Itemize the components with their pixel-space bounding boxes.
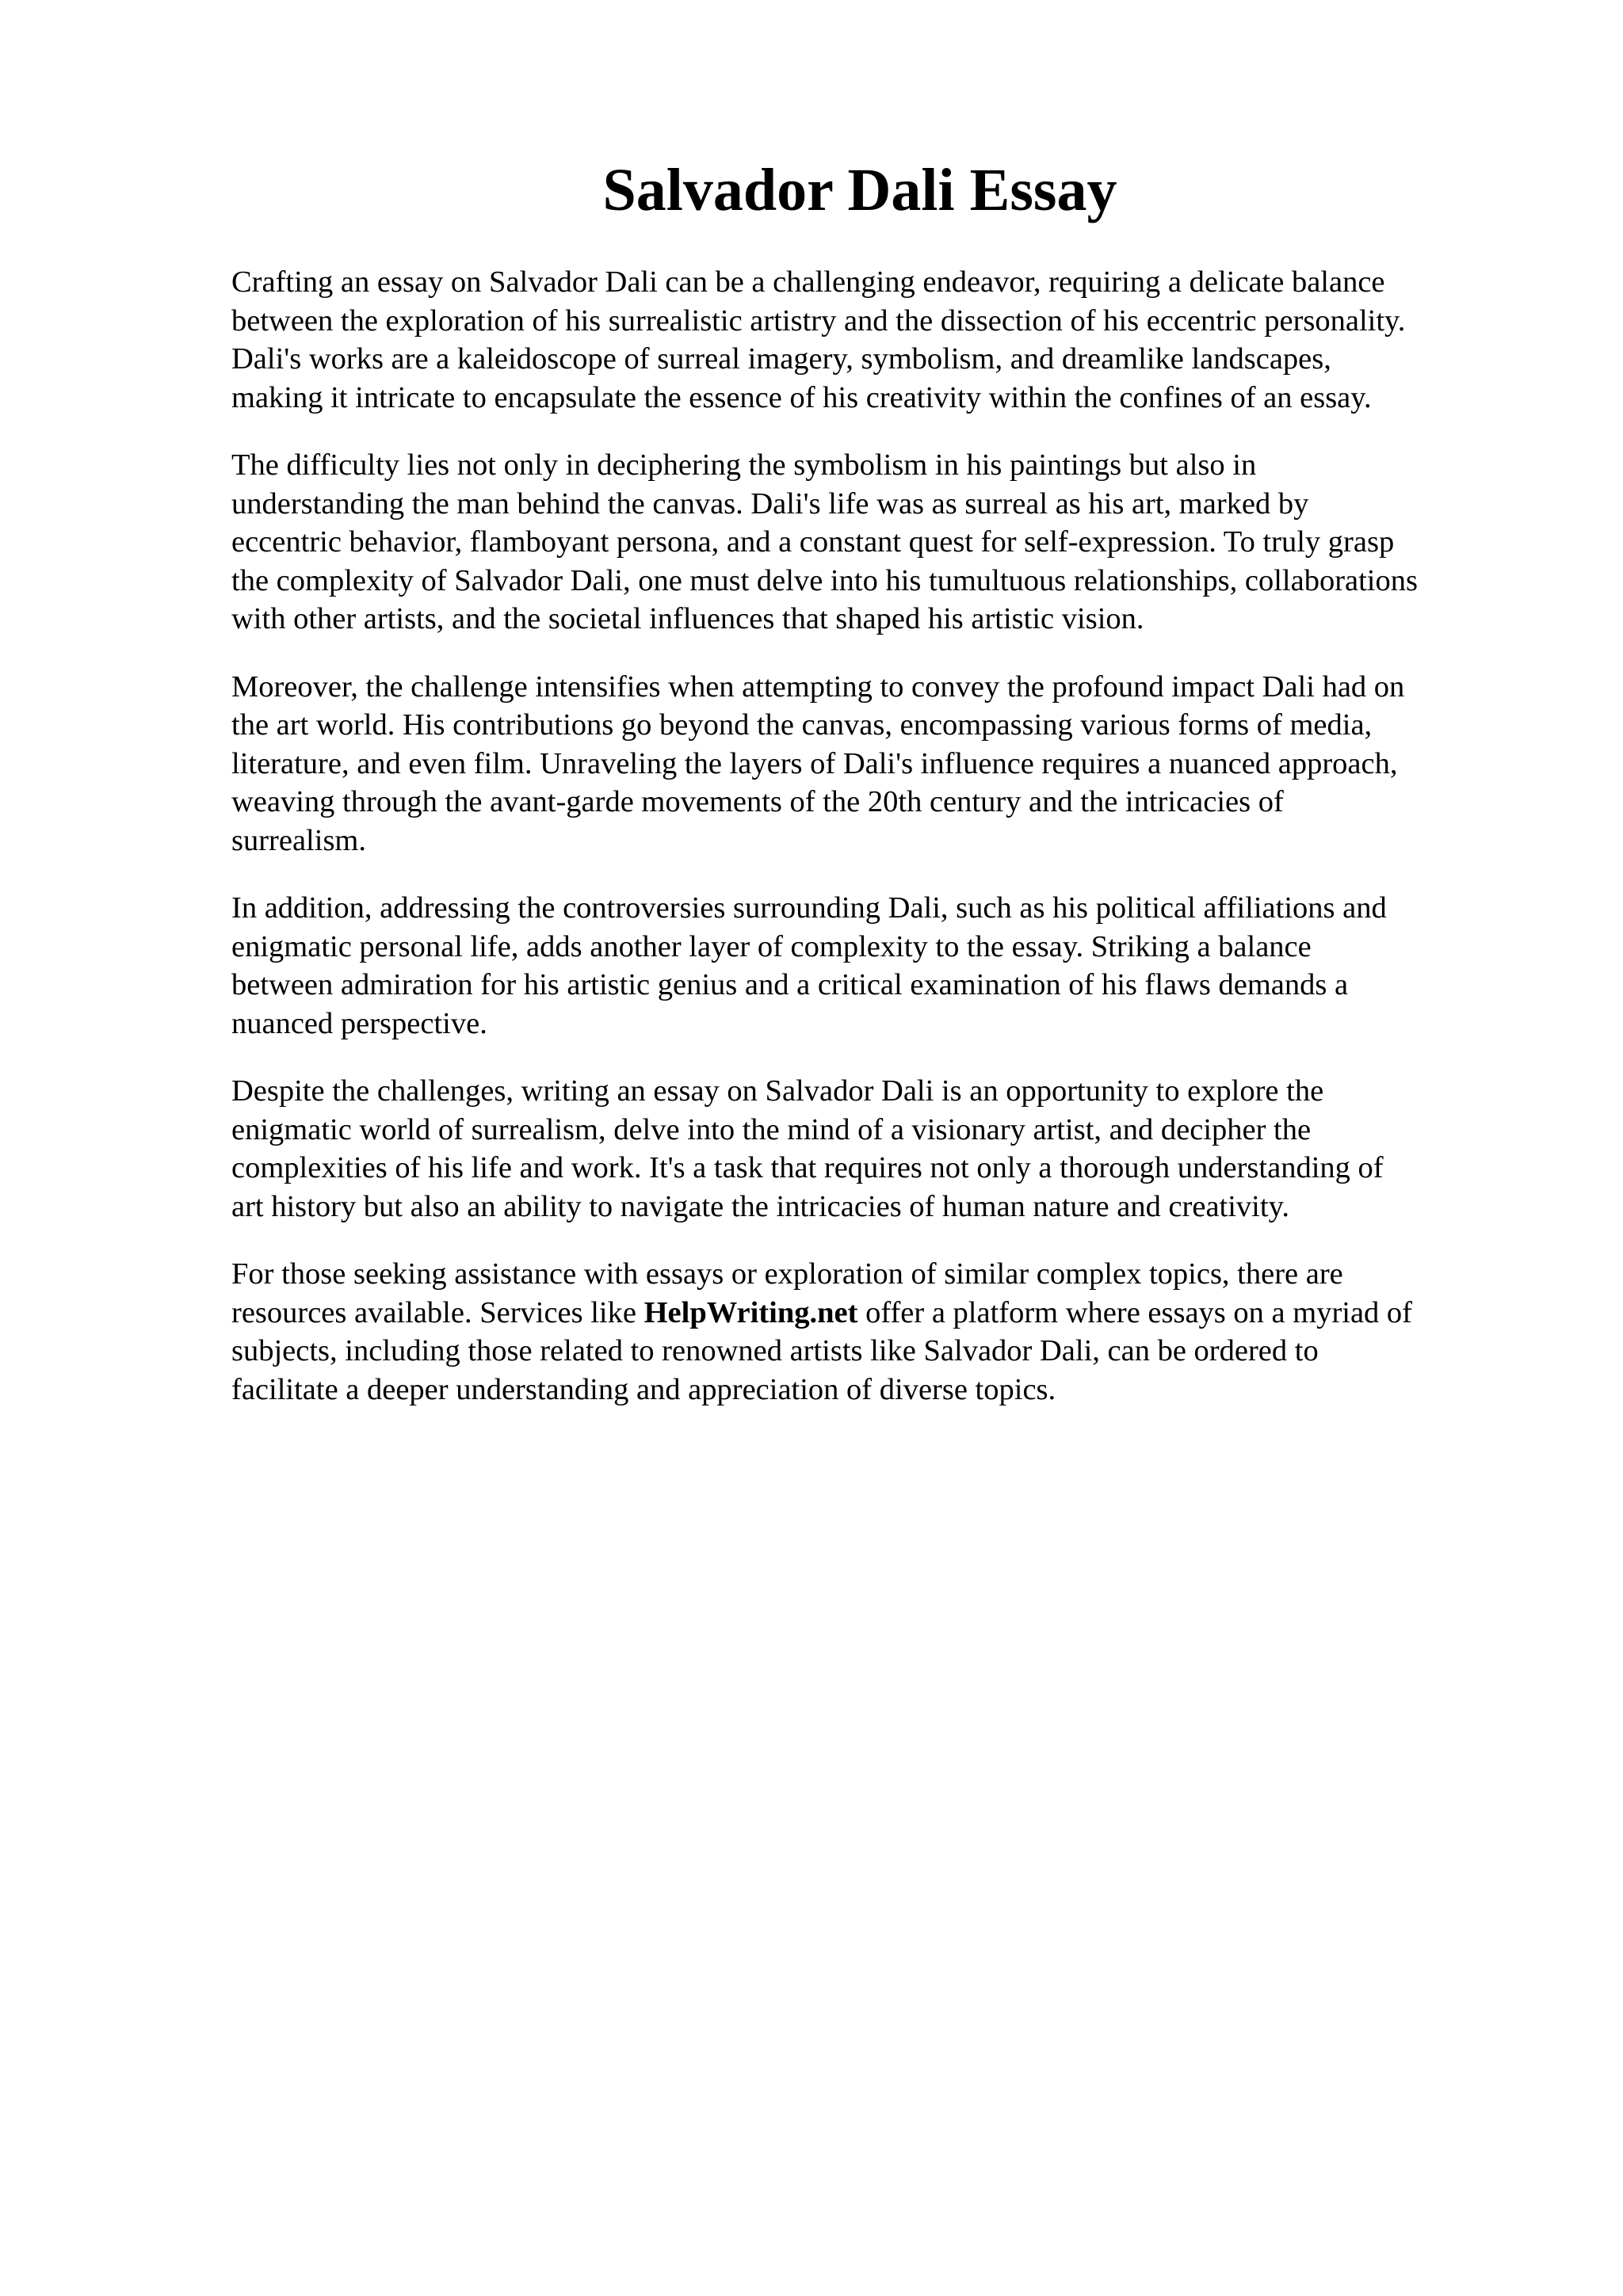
text-line: with other artists, and the societal influences that shaped his artistic vision. <box>231 602 1144 635</box>
paragraph-1 <box>231 263 1515 417</box>
text-line: between the exploration of his surrealistic artistry and the dissection of his eccentric personality. <box>231 303 1406 338</box>
text-line: understanding the man behind the canvas. Dali's life was as surreal as his art, marked by <box>231 486 1309 521</box>
text-segment: resources available. Services like <box>231 1295 644 1329</box>
text-line <box>231 1294 1515 1333</box>
helpwriting-link[interactable]: HelpWriting.net <box>643 1295 858 1329</box>
text-line: between admiration for his artistic genius and a critical examination of his flaws demands a <box>231 968 1349 1001</box>
text-line: enigmatic personal life, adds another layer of complexity to the essay. Striking a balance <box>231 929 1312 963</box>
page-title: Salvador Dali Essay <box>602 157 1117 223</box>
essay-body <box>231 263 1515 1438</box>
text-line: The difficulty lies not only in deciphering the symbolism in his paintings but also in <box>231 448 1257 482</box>
paragraph-3 <box>231 668 1515 860</box>
text-segment: offer a platform where essays on a myriad of <box>857 1295 1412 1329</box>
paragraph-2 <box>231 446 1515 639</box>
text-line: eccentric behavior, flamboyant persona, and a constant quest for self-expression. To truly grasp <box>231 525 1395 559</box>
text-line: For those seeking assistance with essays or exploration of similar complex topics, there are <box>231 1257 1343 1291</box>
text-line: facilitate a deeper understanding and appreciation of diverse topics. <box>231 1372 1056 1406</box>
text-line: the complexity of Salvador Dali, one must delve into his tumultuous relationships, collaborations <box>231 563 1418 597</box>
paragraph-4 <box>231 889 1515 1043</box>
text-line: Despite the challenges, writing an essay on Salvador Dali is an opportunity to explore the <box>231 1074 1324 1108</box>
text-line: literature, and even film. Unraveling the layers of Dali's influence requires a nuanced approach, <box>231 746 1398 780</box>
paragraph-6 <box>231 1255 1515 1409</box>
text-line: complexities of his life and work. It's a task that requires not only a thorough understanding of <box>231 1151 1384 1184</box>
text-line: surrealism. <box>231 823 366 857</box>
text-line: subjects, including those related to renowned artists like Salvador Dali, can be ordered to <box>231 1334 1319 1367</box>
text-line: weaving through the avant-garde movements of the 20th century and the intricacies of <box>231 785 1284 818</box>
text-line: Dali's works are a kaleidoscope of surreal imagery, symbolism, and dreamlike landscapes, <box>231 342 1331 376</box>
text-line: Moreover, the challenge intensifies when attempting to convey the profound impact Dali had on <box>231 669 1405 704</box>
text-line: nuanced perspective. <box>231 1006 487 1040</box>
text-line: making it intricate to encapsulate the essence of his creativity within the confines of an essay. <box>231 380 1372 414</box>
text-line: enigmatic world of surrealism, delve into the mind of a visionary artist, and decipher the <box>231 1112 1312 1146</box>
text-line: Crafting an essay on Salvador Dali can be a challenging endeavor, requiring a delicate balance <box>231 265 1385 299</box>
text-line: In addition, addressing the controversies surrounding Dali, such as his political affiliations and <box>231 891 1387 925</box>
text-line: the art world. His contributions go beyond the canvas, encompassing various forms of media, <box>231 708 1373 742</box>
paragraph-5 <box>231 1072 1515 1226</box>
text-line: art history but also an ability to navigate the intricacies of human nature and creativity. <box>231 1189 1289 1223</box>
